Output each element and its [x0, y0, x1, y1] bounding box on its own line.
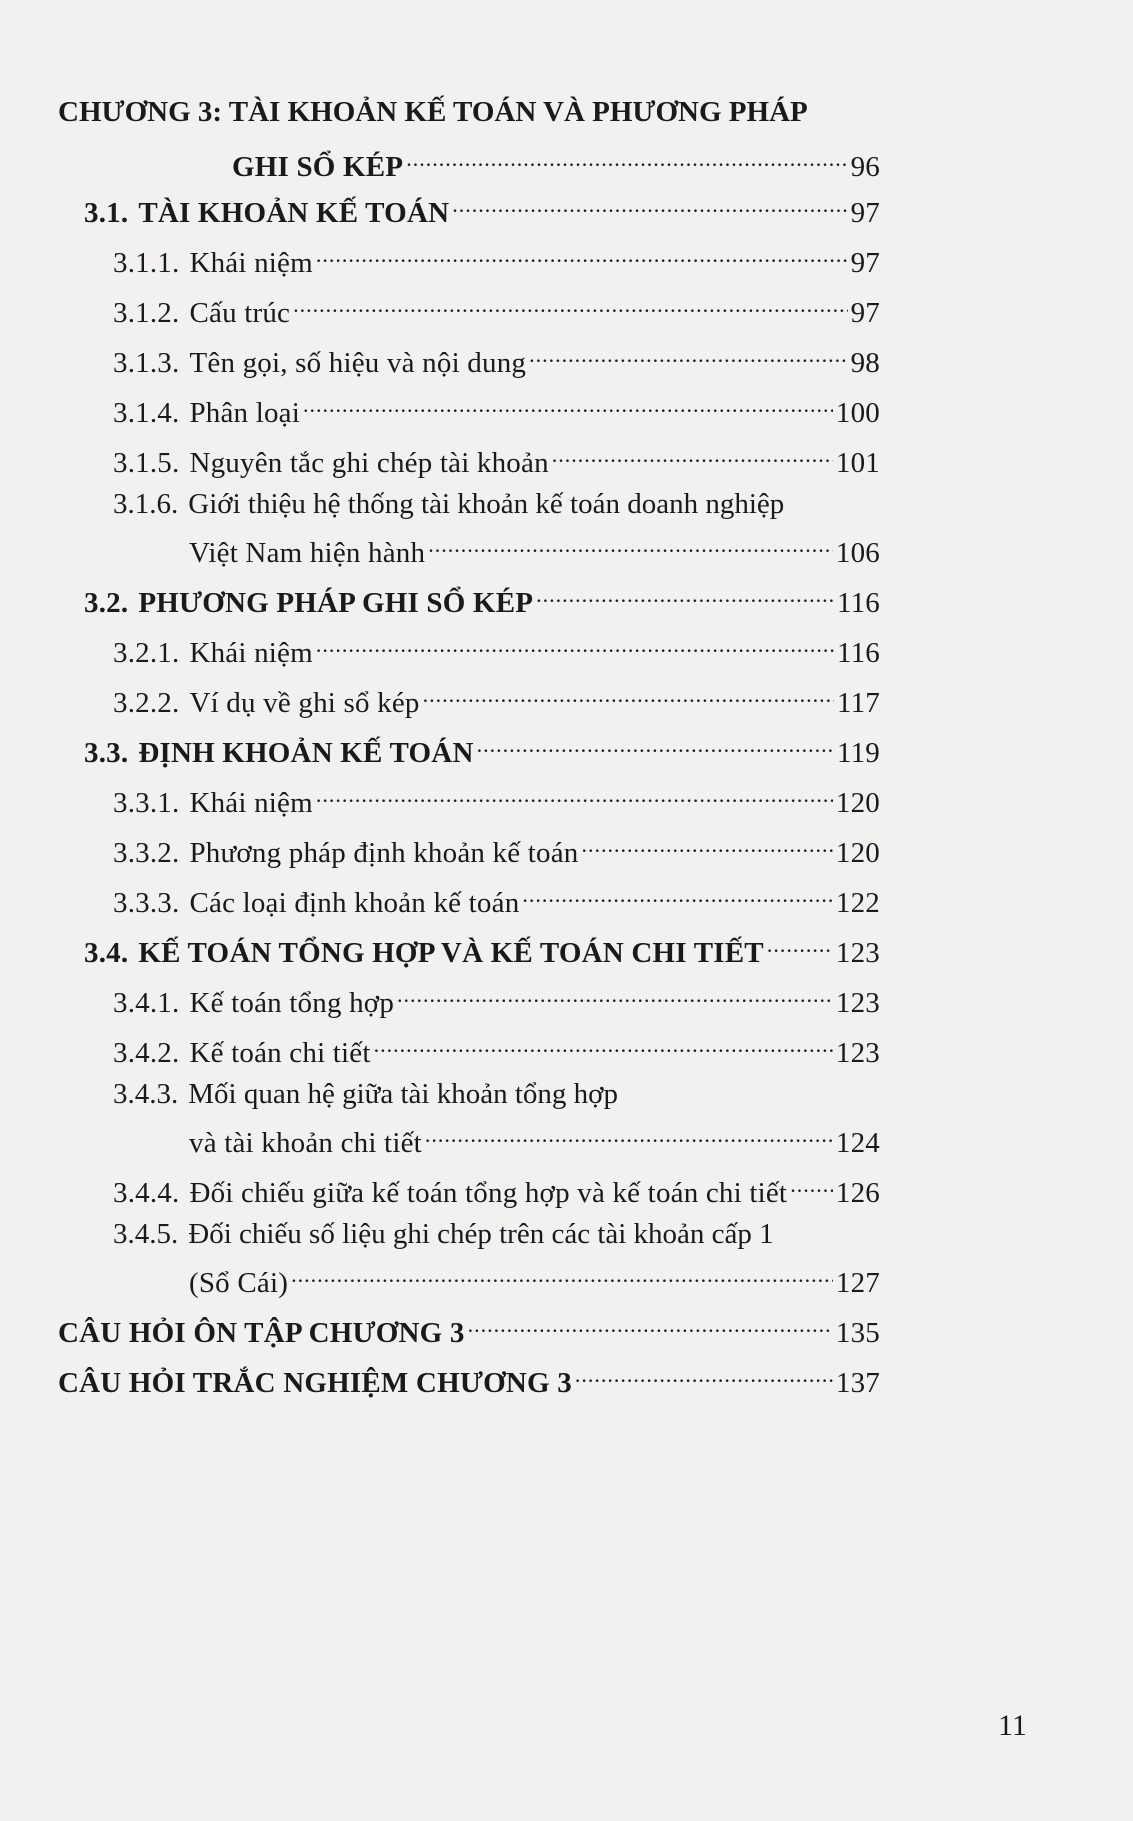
subsection-title: Đối chiếu số liệu ghi chép trên các tài khoản cấp 1 — [188, 1218, 774, 1250]
dot-leader — [316, 236, 848, 272]
page-number: 119 — [836, 737, 880, 769]
toc-entry-subsection — [113, 976, 880, 1021]
dot-leader — [293, 286, 847, 322]
dot-leader — [452, 186, 847, 222]
page-number: 97 — [850, 197, 880, 229]
section-title: PHƯƠNG PHÁP GHI SỔ KÉP — [138, 587, 534, 619]
dot-leader — [552, 436, 833, 472]
toc-entry-subsection — [113, 386, 880, 431]
dot-leader — [536, 576, 834, 612]
toc-entry-subsection — [113, 626, 880, 671]
toc-entry-subsection — [113, 876, 880, 921]
page-number: 123 — [835, 937, 880, 969]
subsection-title: Giới thiệu hệ thống tài khoản kế toán doanh nghiệp — [188, 488, 785, 520]
subsection-title: Kế toán tổng hợp — [189, 987, 395, 1019]
page-number: 135 — [835, 1317, 880, 1349]
dot-leader — [468, 1306, 833, 1342]
subsection-number: 3.1.6. — [113, 488, 179, 520]
page-number: 97 — [850, 247, 880, 279]
dot-leader — [767, 926, 833, 962]
page-number: 120 — [835, 787, 880, 819]
section-number: 3.2. — [84, 587, 129, 619]
page-number: 97 — [850, 297, 880, 329]
page-number: 100 — [835, 397, 880, 429]
page-number: 120 — [835, 837, 880, 869]
page-number: 116 — [836, 587, 880, 619]
toc-entry-subsection — [113, 776, 880, 821]
subsection-title: Cấu trúc — [189, 297, 291, 329]
dot-leader — [575, 1356, 833, 1392]
page-number: 127 — [835, 1267, 880, 1299]
page-number: 137 — [835, 1367, 880, 1399]
subsection-number: 3.2.1. — [113, 637, 180, 669]
dot-leader — [406, 140, 847, 176]
subsection-title: Khái niệm — [189, 247, 313, 279]
toc-entry-subsection — [113, 826, 880, 871]
toc-entry-subsection — [113, 1166, 880, 1211]
subsection-title: Khái niệm — [189, 637, 313, 669]
toc-entry-chapter — [232, 140, 880, 185]
subsection-number: 3.3.1. — [113, 787, 180, 819]
page-number: 116 — [836, 637, 880, 669]
dot-leader — [374, 1026, 833, 1062]
multiple-choice-title: CÂU HỎI TRẮC NGHIỆM CHƯƠNG 3 — [58, 1367, 572, 1399]
subsection-title-continued: và tài khoản chi tiết — [189, 1127, 422, 1159]
chapter-title-line-2: GHI SỔ KÉP — [232, 151, 404, 183]
toc-entry-subsection — [113, 436, 880, 481]
page-number: 98 — [850, 347, 880, 379]
toc-entry-subsection — [113, 236, 880, 281]
folio-page-number: 11 — [998, 1709, 1027, 1742]
toc-entry-subsection-line-2 — [189, 1116, 880, 1161]
subsection-number: 3.4.5. — [113, 1218, 179, 1250]
dot-leader — [477, 726, 834, 762]
subsection-number: 3.4.2. — [113, 1037, 180, 1069]
dot-leader — [423, 676, 834, 712]
page-number: 123 — [835, 1037, 880, 1069]
subsection-title: Phương pháp định khoản kế toán — [189, 837, 579, 869]
toc-entry-subsection-line-1 — [113, 486, 784, 522]
section-title: KẾ TOÁN TỔNG HỢP VÀ KẾ TOÁN CHI TIẾT — [138, 937, 764, 969]
toc-entry-subsection-line-2 — [189, 526, 880, 571]
toc-entry-subsection — [113, 676, 880, 721]
subsection-number: 3.3.3. — [113, 887, 180, 919]
dot-leader — [316, 776, 833, 812]
subsection-title: Ví dụ về ghi sổ kép — [189, 687, 420, 719]
section-title: TÀI KHOẢN KẾ TOÁN — [138, 197, 450, 229]
page-number: 122 — [835, 887, 880, 919]
toc-entry-subsection-line-2 — [189, 1256, 880, 1301]
subsection-title-continued: Việt Nam hiện hành — [189, 537, 426, 569]
toc-entry-subsection-line-1 — [113, 1216, 774, 1252]
subsection-number: 3.4.4. — [113, 1177, 180, 1209]
dot-leader — [303, 386, 833, 422]
dot-leader — [291, 1256, 833, 1292]
dot-leader — [529, 336, 848, 372]
toc-entry-multiple-choice — [58, 1356, 880, 1401]
subsection-number: 3.1.3. — [113, 347, 180, 379]
subsection-title: Phân loại — [189, 397, 300, 429]
subsection-title: Tên gọi, số hiệu và nội dung — [189, 347, 527, 379]
page-number: 117 — [836, 687, 880, 719]
dot-leader — [790, 1166, 833, 1202]
subsection-title: Nguyên tắc ghi chép tài khoản — [189, 447, 549, 479]
subsection-number: 3.1.5. — [113, 447, 180, 479]
toc-entry-section — [84, 726, 880, 771]
toc-entry-review-questions — [58, 1306, 880, 1351]
page-number: 101 — [835, 447, 880, 479]
page-number: 96 — [850, 151, 880, 183]
section-number: 3.4. — [84, 937, 129, 969]
chapter-title-line-1: CHƯƠNG 3: TÀI KHOẢN KẾ TOÁN VÀ PHƯƠNG PHÁP — [58, 96, 808, 128]
subsection-title: Kế toán chi tiết — [189, 1037, 371, 1069]
subsection-number: 3.1.1. — [113, 247, 180, 279]
toc-entry-section — [84, 926, 880, 971]
subsection-number: 3.1.2. — [113, 297, 180, 329]
toc-entry-subsection — [113, 286, 880, 331]
review-questions-title: CÂU HỎI ÔN TẬP CHƯƠNG 3 — [58, 1317, 465, 1349]
subsection-title-continued: (Sổ Cái) — [189, 1267, 289, 1299]
page-number: 124 — [835, 1127, 880, 1159]
section-title: ĐỊNH KHOẢN KẾ TOÁN — [138, 737, 474, 769]
subsection-number: 3.4.3. — [113, 1078, 179, 1110]
toc-entry-section — [84, 186, 880, 231]
subsection-title: Các loại định khoản kế toán — [189, 887, 520, 919]
subsection-number: 3.2.2. — [113, 687, 180, 719]
subsection-number: 3.4.1. — [113, 987, 180, 1019]
subsection-title: Mối quan hệ giữa tài khoản tổng hợp — [188, 1078, 618, 1110]
dot-leader — [582, 826, 833, 862]
dot-leader — [522, 876, 832, 912]
toc-entry-section — [84, 576, 880, 621]
subsection-number: 3.3.2. — [113, 837, 180, 869]
subsection-number: 3.1.4. — [113, 397, 180, 429]
toc-entry-subsection — [113, 336, 880, 381]
subsection-title: Khái niệm — [189, 787, 313, 819]
section-number: 3.3. — [84, 737, 129, 769]
dot-leader — [425, 1116, 833, 1152]
dot-leader — [428, 526, 833, 562]
section-number: 3.1. — [84, 197, 129, 229]
page-number: 123 — [835, 987, 880, 1019]
toc-entry-subsection-line-1 — [113, 1076, 618, 1112]
page-number: 106 — [835, 537, 880, 569]
dot-leader — [316, 626, 834, 662]
subsection-title: Đối chiếu giữa kế toán tổng hợp và kế toán chi tiết — [189, 1177, 788, 1209]
dot-leader — [397, 976, 833, 1012]
toc-entry-subsection — [113, 1026, 880, 1071]
page-number: 126 — [835, 1177, 880, 1209]
